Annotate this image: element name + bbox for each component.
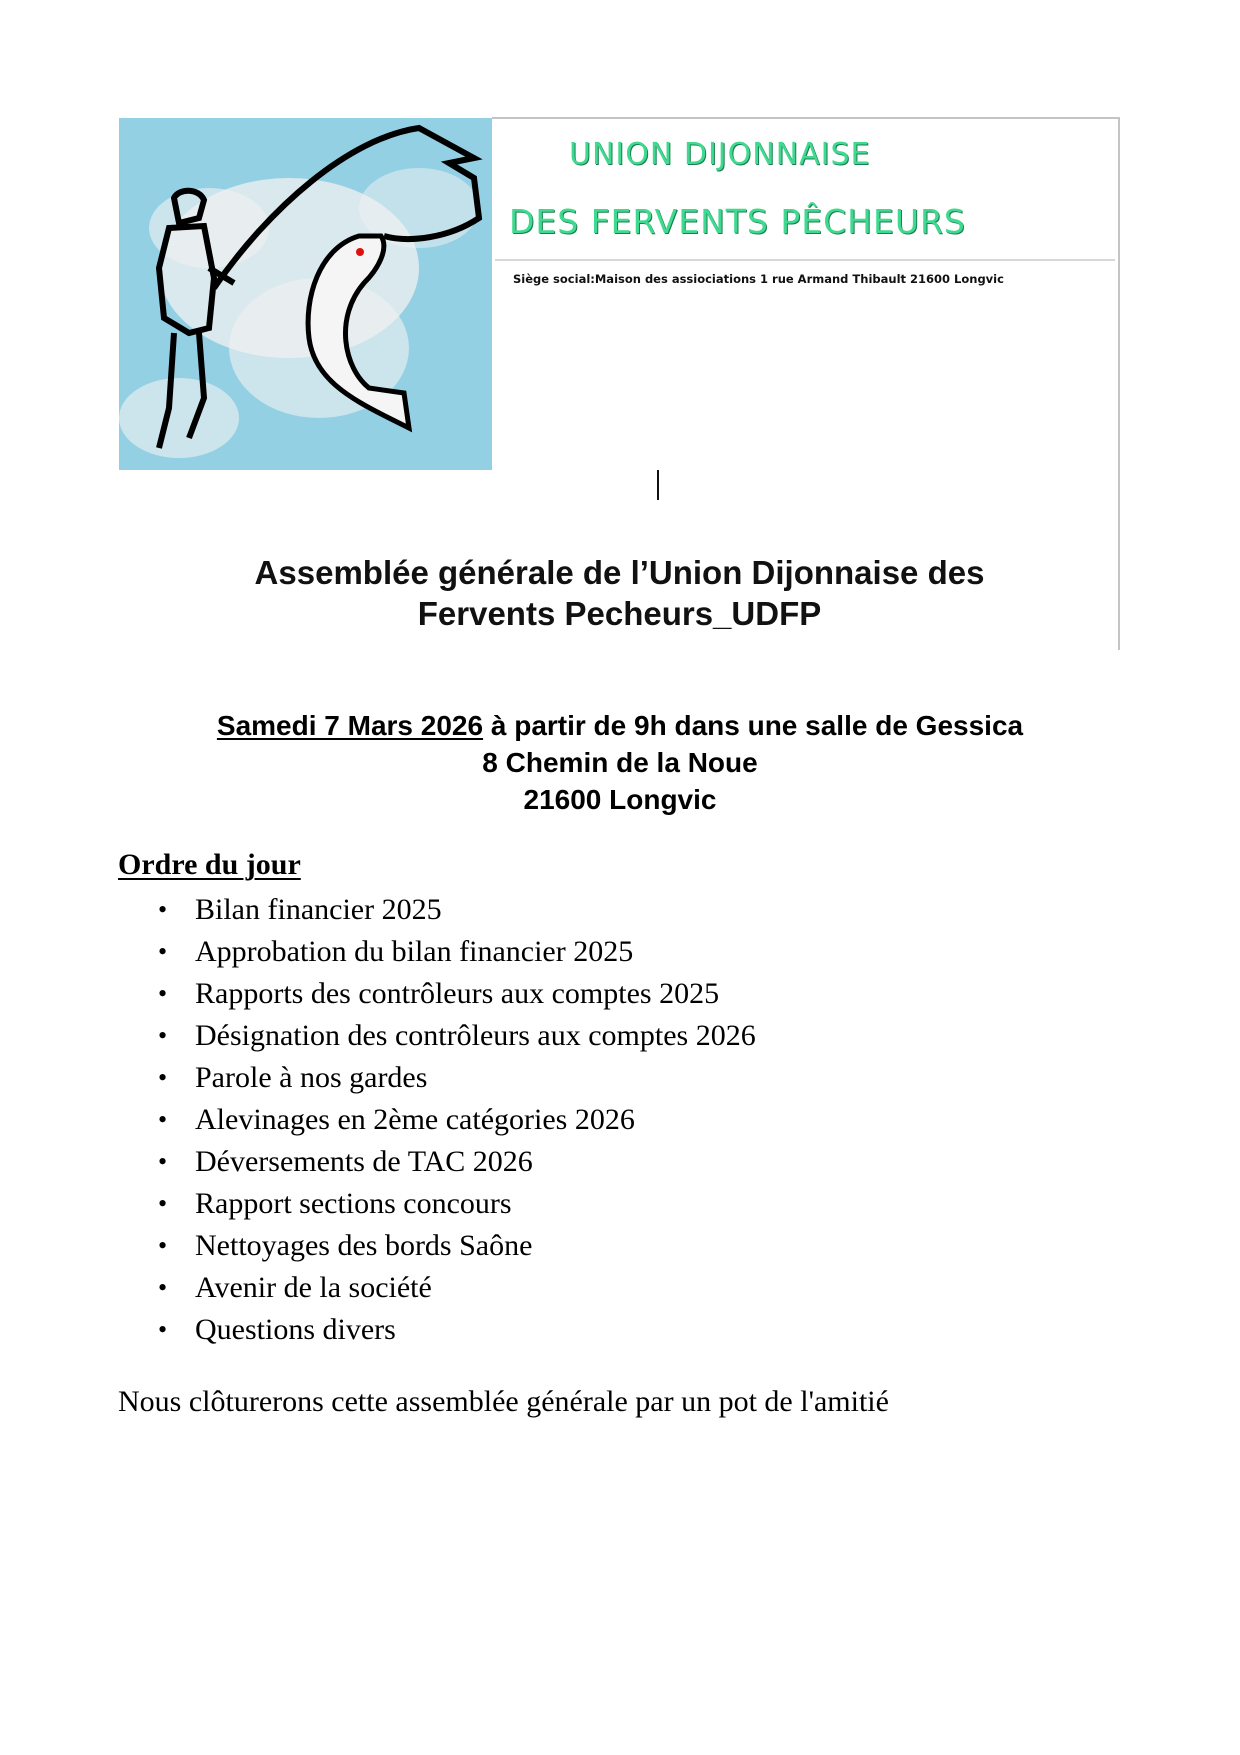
agenda-item-text: Avenir de la société [195, 1271, 432, 1304]
agenda-item-text: Désignation des contrôleurs aux comptes 2026 [195, 1019, 756, 1052]
agenda-item [118, 1309, 756, 1351]
letterhead [119, 117, 1120, 650]
org-title-line2: DES FERVENTS PÊCHEURS [509, 202, 966, 241]
agenda-item-text: Nettoyages des bords Saône [195, 1229, 533, 1262]
bullet-icon: • [158, 1315, 168, 1344]
agenda-item [118, 1141, 756, 1183]
agenda-item [118, 1057, 756, 1099]
agenda-item-text: Déversements de TAC 2026 [195, 1145, 533, 1178]
bullet-icon: • [158, 1189, 168, 1218]
bullet-icon: • [158, 979, 168, 1008]
org-title-line1: UNION DIJONNAISE [569, 137, 871, 172]
fish-eye [356, 248, 364, 256]
agenda-item-text: Alevinages en 2ème catégories 2026 [195, 1103, 635, 1136]
agenda-item [118, 931, 756, 973]
assembly-title-line2: Fervents Pecheurs_UDFP [417, 595, 822, 632]
agenda-item [118, 1183, 756, 1225]
bullet-icon: • [158, 1231, 168, 1260]
agenda-list [118, 889, 756, 1351]
frame-border-top [492, 117, 1120, 119]
text-cursor [657, 470, 659, 500]
agenda-item [118, 973, 756, 1015]
agenda-item [118, 1015, 756, 1057]
agenda-item [118, 1267, 756, 1309]
event-address-line2: 21600 Longvic [523, 784, 717, 815]
fisherman-logo-art [119, 118, 492, 470]
agenda-item-text: Approbation du bilan financier 2025 [195, 935, 634, 968]
event-details [0, 707, 1240, 818]
agenda-item-text: Questions divers [195, 1313, 396, 1346]
head-office-address: Siège social:Maison des assiociations 1 rue Armand Thibault 21600 Longvic [513, 272, 1004, 286]
fisherman-logo [119, 118, 492, 470]
agenda-item [118, 1099, 756, 1141]
event-time-place: à partir de 9h dans une salle de Gessica [483, 710, 1024, 741]
event-date-line [0, 707, 1240, 744]
bullet-icon: • [158, 1063, 168, 1092]
closing-sentence: Nous clôturerons cette assemblée générale par un pot de l'amitié [118, 1385, 889, 1418]
bullet-icon: • [158, 1105, 168, 1134]
agenda-heading: Ordre du jour [118, 848, 301, 881]
bullet-icon: • [158, 895, 168, 924]
bullet-icon: • [158, 1147, 168, 1176]
assembly-title [119, 552, 1120, 634]
agenda-item-text: Bilan financier 2025 [195, 893, 442, 926]
bullet-icon: • [158, 937, 168, 966]
event-address-line1: 8 Chemin de la Noue [482, 747, 758, 778]
splash-texture [119, 168, 479, 458]
event-date: Samedi 7 Mars 2026 [216, 710, 484, 741]
title-divider [495, 259, 1115, 261]
agenda-item [118, 889, 756, 931]
agenda-item-text: Parole à nos gardes [195, 1061, 428, 1094]
bullet-icon: • [158, 1021, 168, 1050]
agenda-item-text: Rapport sections concours [195, 1187, 512, 1220]
bullet-icon: • [158, 1273, 168, 1302]
agenda-item [118, 1225, 756, 1267]
agenda-item-text: Rapports des contrôleurs aux comptes 2025 [195, 977, 720, 1010]
assembly-title-line1: Assemblée générale de l’Union Dijonnaise des [254, 554, 985, 591]
